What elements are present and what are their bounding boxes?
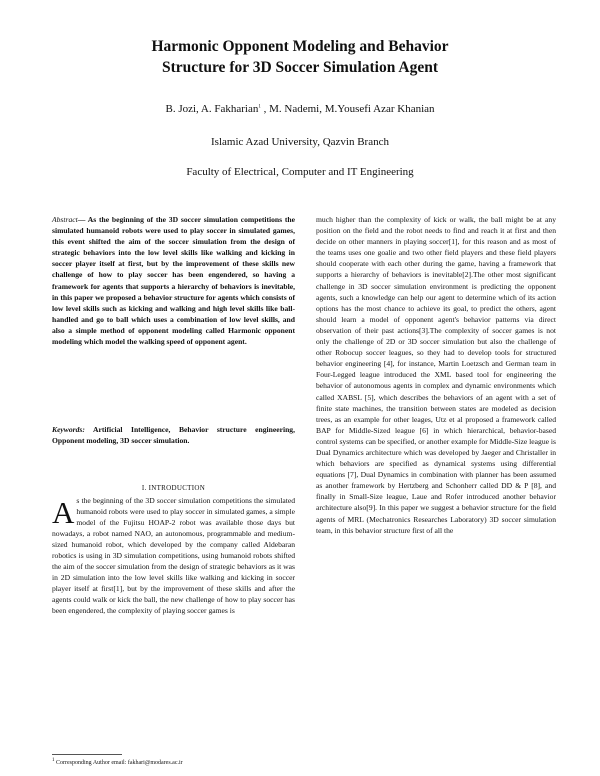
keywords <box>52 424 295 446</box>
right-column-text: much higher than the complexity of kick or walk, the ball might be at any position on the field and the robot needs to find and reach it at first and then decide on other manners in playing soccer[1], for this reason and as most of the teams uses one goalie and two other field players and these field players should cooperate with each other during the game, having a framework that supports a hierarchy of behaviors is inevitable[2].The other most significant challenge in 3D soccer simulation environment is predicting the opponent agents, such a knowledge can help our agent to determine which of its action options has the most chance to achieve its goal, to predict the others, agent should learn a model of opponent agent's behavior patterns via direct observation of their past actions[3].The complexity of soccer games is not only the challenge of 2D or 3D soccer simulation but also the challenge of other Robocup soccer leagues, so they had to develop tools for structured behavior engineering [4], for instance, Martin Loetzsch and German team in Four-Legged league introduced the XML based tool for engineering the behavior of autonomous agents in complex and dynamic environments which called XABSL [5], which describes the behaviors of an agent with a set of finite state machines, the transition between states are modeled as decision trees, as an example for other leages, Utz et al proposed a framework called BAP for Middle-Sized league [6] in which hierarchical, behavior-based control systems can be specified, or another example for Middle-Size league is Dual Dynamics architecture which was developed by Jaeger and Christaller in which behaviors are specified as dynamical systems using differential equations [7], Dual Dynamics in combination with planner has been assumed as another framework by Hertzberg and Schonherr called DD & P [8], and finally in Small-Size league, Laue and Rofer introduced another behavior architecture also[9]. In this paper we suggest a behavior structure for the field agents of MRL (Mechatronics Researches Laboratory) 3D soccer simulation team, in this behavior structure first of all the <box>316 215 556 535</box>
authors-footnote-mark: 1 <box>258 104 261 110</box>
abstract <box>52 214 295 347</box>
title-line-2: Structure for 3D Soccer Simulation Agent <box>162 59 438 76</box>
introduction-paragraph <box>52 473 295 617</box>
title-line-1: Harmonic Opponent Modeling and Behavior <box>151 38 449 55</box>
footnote <box>52 758 183 766</box>
intro-dropcap: A <box>52 495 75 530</box>
keywords-label: Keywords: <box>52 425 85 434</box>
paper-title <box>60 36 540 78</box>
authors-names: B. Jozi, A. Fakharian <box>165 103 259 115</box>
affiliation-faculty: Faculty of Electrical, Computer and IT Engineering <box>186 166 414 178</box>
intro-text: s the beginning of the 3D soccer simulation competitions the simulated humanoid robots were used to play soccer in simulated games, a simple model of the Fujitsu HOAP-2 robot was available those days but nowadays, a robot named NAO, an autonomous, programmable and medium-sized humanoid robot, which developed by the company called Aldebaran robotics is using in 3D simulation competitions, using humanoid robots shifted the aim of the soccer simulation from the design of strategic behaviors as it was in 2D simulation into the low level skills like walking and kicking in soccer player itself at first[1], but by the improvement of these skills and after the agents could walk or kick the ball, the new challenge of how to play soccer has been engendered, the complexity of playing soccer games is <box>52 496 295 616</box>
affiliation-university: Islamic Azad University, Qazvin Branch <box>211 136 389 148</box>
abstract-label: Abstract <box>52 215 78 224</box>
authors-names-rest: , M. Nademi, M.Yousefi Azar Khanian <box>260 103 435 115</box>
keywords-text: Artificial Intelligence, Behavior structure engineering, Opponent modeling, 3D soccer simulation. <box>52 425 295 446</box>
footnote-mark: 1 <box>52 758 55 763</box>
footnote-text: Corresponding Author email: fakhari@modares.ac.ir <box>54 760 183 766</box>
section-heading-introduction: I. INTRODUCTION <box>141 484 206 492</box>
authors <box>60 103 540 115</box>
footnote-rule <box>52 754 122 755</box>
abstract-text: — As the beginning of the 3D soccer simulation competitions the simulated humanoid robots were used to play soccer in simulated games, this event shifted the aim of the soccer simulation from the design of strategic behaviors into the low level skills like walking and kicking in soccer player itself at first, but by the improvement of these skills new challenge of how to play soccer has been engendered, so having a framework for agents that supports a hierarchy of behaviors is inevitable, in this paper we proposed a behavior structure for agents which consists of low level skills such as kicking and walking and high level skills like ball-handled and go to ball which uses a combination of low level skills, and also a simple method of opponent modeling called Harmonic opponent modeling which model the walking speed of opponent agent. <box>52 215 295 347</box>
